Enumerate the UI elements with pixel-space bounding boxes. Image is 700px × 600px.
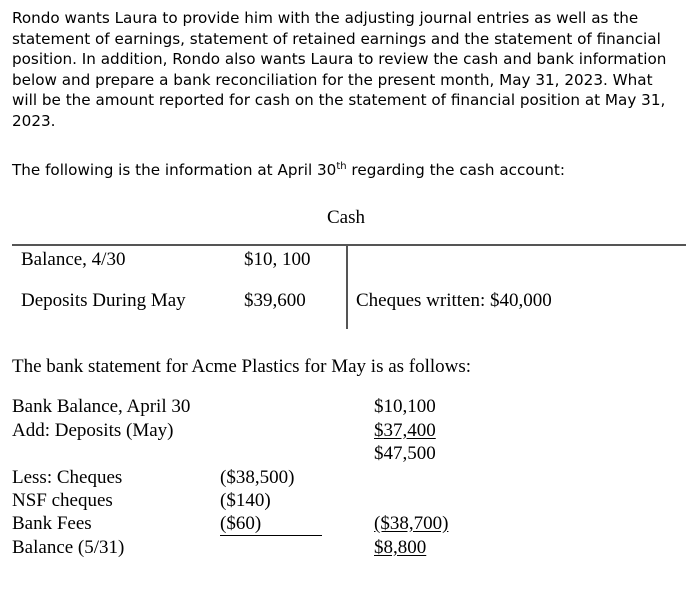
nsf-value: ($140) (220, 490, 271, 511)
fees-value: ($60) (220, 513, 262, 534)
intro-line: Rondo wants Laura to provide him with the adjusting journal entries as well as the (12, 9, 639, 27)
april-info-text: The following is the information at April 30th regarding the cash account: (12, 160, 565, 179)
t-account-debit: $10, 100 (244, 249, 311, 270)
t-account-row-label: Balance, 4/30 (21, 249, 126, 270)
bank-statement-heading: The bank statement for Acme Plastics for May is as follows: (12, 356, 472, 377)
less-cheques-value: ($38,500) (220, 467, 295, 488)
intro-line: statement of earnings, statement of retained earnings and the statement of financial (12, 29, 661, 48)
t-account-vertical-rule (346, 245, 348, 329)
t-account-debit: $39,600 (244, 290, 306, 311)
intro-paragraph (12, 8, 692, 131)
t-account-row-label: Deposits During May (21, 290, 186, 311)
fees-underline (220, 535, 322, 536)
subtotal-value: $47,500 (374, 443, 436, 464)
bank-balance-value: $10,100 (374, 396, 436, 417)
end-balance-label: Balance (5/31) (12, 537, 125, 558)
intro-line: position. In addition, Rondo also wants Laura to review the cash and bank information (12, 50, 667, 68)
end-balance-value: $8,800 (374, 537, 427, 558)
deposits-label: Add: Deposits (May) (12, 420, 174, 441)
fees-label: Bank Fees (12, 513, 92, 534)
bank-balance-label: Bank Balance, April 30 (12, 396, 191, 417)
t-account-credit: Cheques written: $40,000 (356, 290, 552, 311)
intro-line: will be the amount reported for cash on the statement of financial position at May 31, (12, 91, 666, 109)
deposits-value: $37,400 (374, 420, 436, 441)
less-cheques-label: Less: Cheques (12, 467, 123, 488)
t-account-horizontal-rule (12, 244, 686, 246)
total-less-value: ($38,700) (374, 513, 449, 534)
intro-line: 2023. (12, 111, 56, 130)
intro-line: below and prepare a bank reconciliation for the present month, May 31, 2023. What (12, 70, 653, 89)
t-account-title: Cash (327, 207, 365, 228)
nsf-label: NSF cheques (12, 490, 113, 511)
